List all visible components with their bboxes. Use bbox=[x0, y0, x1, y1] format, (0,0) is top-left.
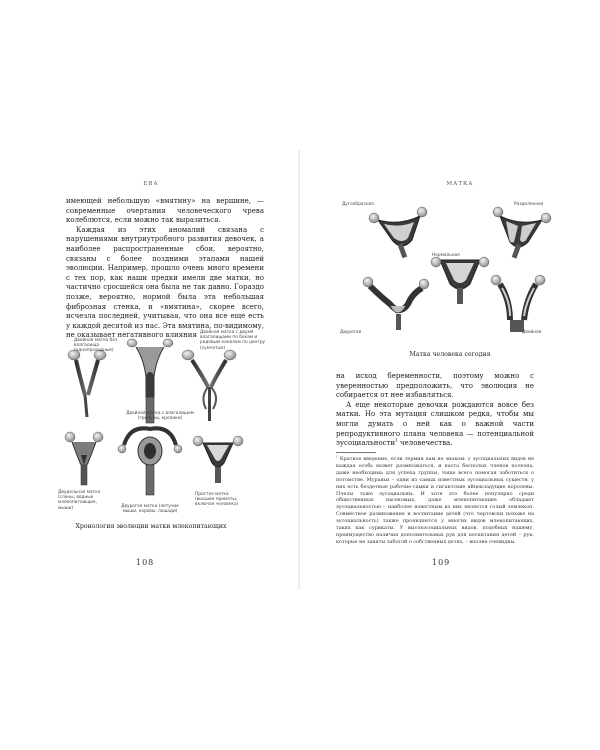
left-body-text bbox=[66, 197, 264, 341]
uterus-bicornuate-mammal bbox=[118, 428, 182, 495]
page-number-left: 108 bbox=[136, 558, 155, 567]
right-paragraph-2-text: А еще некоторые девочки рождаются вовсе без матки. Но эта мутация слишком редка, чтобы мы могли думать о ней как о важной части репродуктивного плана человека — потенциальной эусоциальности bbox=[336, 400, 534, 448]
page-number-right: 109 bbox=[432, 558, 451, 567]
uterus-simple bbox=[193, 436, 243, 483]
label-bicornuate-human: Двурогая bbox=[340, 330, 362, 335]
figure-caption-left: Хронология эволюции матки млекопитающих bbox=[75, 523, 227, 530]
right-body-text bbox=[336, 372, 534, 449]
left-paragraph-2: Каждая из этих аномалий связана с нарушениями внутриутробного развития девочек, а наиболее распространенные сбои, вероятно, связаны с более поздними этапами нашей эволюции. Например, прошло очень много времени с тех пор, как наши предки имели две матки, но частично сросшейся она была не так давно. Гораздо позже, вероятно, нормой была эта небольшая фиброзная стенка, и «вмятина», скорее всего, исчезла последней, учитывая, что она все еще есть у каждой десятой из нас. Эта вмятина, по-видимому, не оказывает негативного влияния bbox=[66, 225, 264, 340]
uterus-normal bbox=[431, 257, 489, 304]
label-double-with-vagina: Двойная матка с влагалищем (грызуны, кролики) bbox=[126, 411, 194, 422]
label-septate: Разделенная bbox=[514, 202, 544, 207]
uterus-bipartite bbox=[65, 432, 103, 485]
label-double-two-vaginas: Двойная матка с двумя влагалищами по бокам и родовым каналом по центру (сумчатые) bbox=[200, 330, 266, 351]
human-uterus-variants-illustration bbox=[360, 196, 560, 346]
label-bicornuate-mammal: Двурогая матка (летучие мыши, коровы, лошади) bbox=[121, 504, 179, 515]
footnote-text: Краткое введение, если термин вам не знаком: у эусоциальных видов не каждая особь может размножаться, и каста бесполых членов полезна, даже необходима для успеха группы, чаще всего помогая заботиться о потомстве. Муравьи – одни из самых известных эусоциальных существ: у них есть бездетные рабочие-самки и гигантские яйцекладущие королевы. Пчелы тоже эусоциальны. И хотя это более популярно среди общественных насекомых, даже млекопитающие обладают эусоциальностью – наиболее известным из них является голый землекоп. Совместное размножение и воспитание детей (что чертовски похоже на эусоциальность) также проявляются у многих видов млекопитающих, таких как сурикаты. У высокосоциальных видов, подобных нашему, преимущество наличия дополнительных рук для воспитания детей – рук, которые не заняты заботой о собственных детях, – вполне очевидны. bbox=[336, 456, 534, 545]
footnote-rule bbox=[336, 452, 376, 453]
label-bipartite: Двудольная матка (слоны, водные млекопитающие, мыши) bbox=[58, 490, 101, 511]
uterus-bicornuate-human bbox=[363, 277, 429, 330]
label-didelphys: Двойная bbox=[522, 330, 542, 335]
running-head-right: МАТКА bbox=[446, 181, 474, 187]
right-page bbox=[300, 0, 600, 750]
footnote bbox=[336, 456, 534, 546]
label-simple: Простая матка (высшие приматы, включая человека) bbox=[195, 492, 239, 508]
label-double-no-vagina: Двойная матка без влагалища (однопроходные) bbox=[74, 338, 118, 354]
left-paragraph-1: имеющей небольшую «вмятину» на вершине, — современные очертания человеческого чрева колеблются, если можно так выразиться. bbox=[66, 197, 264, 225]
uterus-septate bbox=[493, 207, 551, 259]
right-paragraph-1: на исход беременности, поэтому можно с уверенностью предположить, что эволюция не собирается от нее избавляться. bbox=[336, 372, 534, 400]
uterus-arcuate bbox=[369, 207, 427, 258]
label-arcuate: Дугообразная bbox=[342, 202, 374, 207]
figure-caption-right: Матка человека сегодня bbox=[409, 351, 491, 358]
footnote-reference[interactable]: 1 bbox=[395, 437, 398, 443]
uterus-double-no-vagina bbox=[68, 350, 106, 417]
footnote-marker: 1 bbox=[336, 454, 338, 459]
right-paragraph-2 bbox=[336, 401, 534, 449]
running-head-left: ЕВА bbox=[143, 181, 159, 187]
label-normal: Нормальная bbox=[432, 253, 460, 258]
right-paragraph-2-tail: человечества. bbox=[400, 439, 453, 448]
uterus-didelphys bbox=[491, 275, 545, 332]
